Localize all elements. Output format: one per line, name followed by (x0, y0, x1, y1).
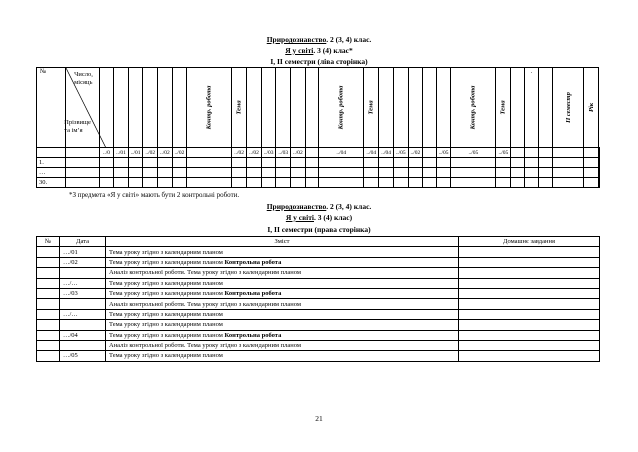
date-cell: ../02 (247, 148, 262, 158)
theme-col (364, 68, 379, 148)
left-semester: І, ІІ семестри (ліва сторінка) (270, 57, 368, 66)
right-semester: І, ІІ семестри (права сторінка) (267, 225, 371, 234)
lesson-row (37, 351, 600, 361)
page-number: 21 (315, 414, 323, 423)
lesson-text: Тема уроку згідно з календарним планом (109, 321, 223, 329)
lesson-row (37, 340, 600, 350)
student-row (37, 178, 600, 188)
theme-label: Тема (367, 100, 375, 115)
lesson-content (106, 351, 459, 361)
date-cell: ../02 (143, 148, 158, 158)
left-subsubject: Я у світі (285, 46, 314, 55)
date-cell: ../05 (496, 148, 511, 158)
right-subsubject-line (0, 213, 638, 222)
control-work-mark: Контрольна робота (224, 290, 282, 298)
date-cell: ../02 (232, 148, 247, 158)
row-number: … (37, 168, 66, 178)
student-name-label: Прізвище та ім’я (64, 119, 91, 134)
control-work-col (187, 68, 232, 148)
control-work-label: Контр. робота (469, 85, 477, 130)
lesson-text: Тема уроку згідно з календарним планом (109, 290, 225, 298)
control-work-mark: Контрольна робота (224, 258, 282, 266)
left-subject-line (0, 35, 638, 44)
lesson-row (37, 330, 600, 340)
right-journal-table (36, 236, 600, 362)
lesson-content (106, 257, 459, 267)
lesson-row (37, 278, 600, 288)
year-label: Рік (587, 102, 595, 113)
control-work-col (451, 68, 496, 148)
lesson-content (106, 320, 459, 330)
date-cell (423, 148, 437, 158)
lesson-text: Тема уроку згідно з календарним планом (109, 352, 223, 360)
lesson-date: …/01 (60, 247, 106, 257)
lesson-row (37, 268, 600, 278)
date-cell: ../01 (114, 148, 129, 158)
lesson-date: …/… (60, 278, 106, 288)
lesson-row (37, 247, 600, 257)
col-content: Зміст (106, 237, 459, 247)
date-cell: ../01 (128, 148, 143, 158)
date-cell (305, 148, 319, 158)
date-cell: ../02 (172, 148, 187, 158)
date-cell: ../0 (99, 148, 113, 158)
lesson-date (60, 320, 106, 330)
row-number: 30. (37, 178, 66, 188)
theme-col (232, 68, 247, 148)
lesson-date (60, 268, 106, 278)
right-subject: Природознавство (266, 202, 327, 211)
student-row (37, 158, 600, 168)
control-work-label: Контр. робота (205, 85, 213, 130)
lesson-content (106, 288, 459, 298)
left-subsubject-rest: . 3 (4) клас* (313, 46, 353, 55)
lesson-date: …/02 (60, 257, 106, 267)
lesson-date (60, 340, 106, 350)
lesson-text: Тема уроку згідно з календарним планом (109, 310, 223, 318)
year-col (584, 68, 599, 148)
lesson-date (60, 299, 106, 309)
date-cell: ../02 (408, 148, 423, 158)
date-cell: ../02 (158, 148, 173, 158)
theme-label: Тема (499, 100, 507, 115)
semester2-label: ІІ семестр (564, 92, 572, 123)
row-number: 1. (37, 158, 66, 168)
num-header: № (37, 68, 66, 148)
lesson-text: Аналіз контрольної роботи. Тема уроку згідно з календарним планом (109, 300, 301, 308)
date-cell: ../05 (393, 148, 408, 158)
lesson-date: …/05 (60, 351, 106, 361)
control-work-mark: Контрольна робота (224, 331, 282, 339)
dates-row (37, 148, 600, 158)
semester2-col (552, 68, 584, 148)
theme-label: Тема (235, 100, 243, 115)
right-subsubject: Я у світі (285, 213, 315, 222)
lesson-text: Тема уроку згідно з календарним планом (109, 258, 225, 266)
lesson-content (106, 299, 459, 309)
lesson-date: …/… (60, 309, 106, 319)
right-subject-rest: . 2 (3, 4) клас. (326, 202, 372, 211)
lesson-row (37, 320, 600, 330)
col-num: № (37, 237, 60, 247)
date-cell: ../02 (291, 148, 306, 158)
lesson-date: …/04 (60, 330, 106, 340)
lesson-content (106, 330, 459, 340)
footnote: *З предмета «Я у світі» мають бути 2 контрольні роботи. (69, 191, 240, 199)
lesson-content (106, 278, 459, 288)
date-cell: ../04 (379, 148, 394, 158)
left-journal-table (36, 67, 600, 188)
date-cell: ../03 (276, 148, 291, 158)
lesson-row (37, 257, 600, 267)
col-date: Дата (60, 237, 106, 247)
date-cell: ../05 (451, 148, 496, 158)
date-cell: ../05 (436, 148, 451, 158)
lesson-text: Аналіз контрольної роботи. Тема уроку згідно з календарним планом (109, 269, 301, 277)
lesson-date: …/03 (60, 288, 106, 298)
lesson-content (106, 247, 459, 257)
lesson-text: Тема уроку згідно з календарним планом (109, 248, 223, 256)
control-work-col (319, 68, 364, 148)
lesson-text: Аналіз контрольної роботи. Тема уроку згідно з календарним планом (109, 342, 301, 350)
right-subsubject-rest: . 3 (4) клас) (314, 213, 353, 222)
left-subject: Природознавство (266, 35, 327, 44)
lesson-content (106, 309, 459, 319)
lesson-text: Тема уроку згідно з календарним планом (109, 279, 223, 287)
date-cell: ../03 (261, 148, 276, 158)
lesson-row (37, 309, 600, 319)
lesson-row (37, 299, 600, 309)
date-month-label: Число, місяць (74, 71, 93, 86)
lesson-text: Тема уроку згідно з календарним планом (109, 331, 225, 339)
right-subject-line (0, 202, 638, 211)
date-cell: ../04 (319, 148, 364, 158)
date-name-header (66, 68, 100, 148)
lesson-content (106, 340, 459, 350)
student-row (37, 168, 600, 178)
dot-cell: . (525, 68, 539, 148)
col-homework: Домашнє завдання (459, 237, 600, 247)
date-cell (187, 148, 232, 158)
date-cell: ../04 (364, 148, 379, 158)
left-subsubject-line (0, 46, 638, 55)
lesson-content (106, 268, 459, 278)
theme-col (496, 68, 511, 148)
lesson-row (37, 288, 600, 298)
left-subject-rest: . 2 (3, 4) клас. (326, 35, 372, 44)
control-work-label: Контр. робота (337, 85, 345, 130)
